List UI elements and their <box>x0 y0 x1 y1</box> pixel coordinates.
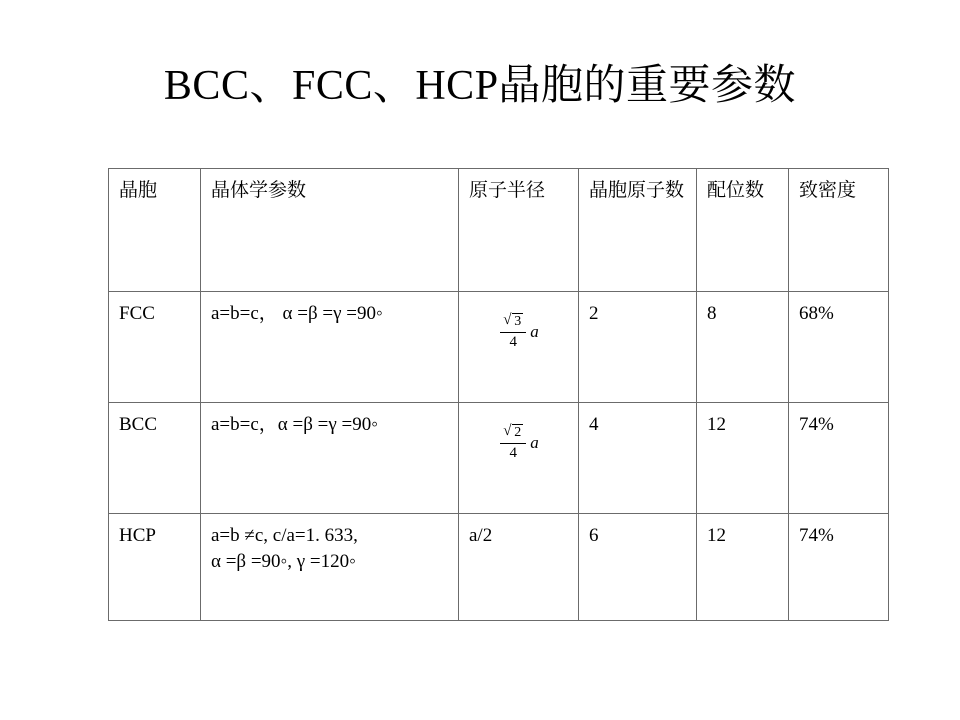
packing-density: 74% <box>789 403 889 514</box>
crystal-parameters <box>201 514 459 621</box>
crystal-parameters-line-1: a=b ≠c, c/a=1. 633, <box>211 525 358 546</box>
coordination-number: 12 <box>697 403 789 514</box>
table-header-cell: 原子半径 <box>459 169 579 292</box>
table-header-cell: 晶胞 <box>109 169 201 292</box>
parameters-table-container <box>108 168 888 621</box>
table-header-cell: 晶胞原子数 <box>579 169 697 292</box>
parameters-table <box>108 168 889 621</box>
sqrt-symbol: √ <box>503 312 512 329</box>
crystal-parameters: a=b=c， α =β =γ =90◦ <box>201 292 459 403</box>
coordination-number: 12 <box>697 514 789 621</box>
fraction-numerator <box>500 424 526 444</box>
atoms-per-cell: 6 <box>579 514 697 621</box>
table-row <box>109 403 889 514</box>
atomic-radius <box>459 292 579 403</box>
cell-type: FCC <box>109 292 201 403</box>
packing-density: 74% <box>789 514 889 621</box>
sqrt-icon <box>503 313 523 331</box>
table-header-cell: 晶体学参数 <box>201 169 459 292</box>
table-header-cell: 致密度 <box>789 169 889 292</box>
radius-variable: a <box>530 432 539 452</box>
table-row <box>109 292 889 403</box>
table-row <box>109 514 889 621</box>
fraction <box>500 313 526 350</box>
fraction-denominator: 4 <box>509 334 517 351</box>
cell-type: HCP <box>109 514 201 621</box>
page-title: BCC、FCC、HCP晶胞的重要参数 <box>163 63 797 109</box>
fraction <box>500 424 526 461</box>
crystal-parameters: a=b=c，α =β =γ =90◦ <box>201 403 459 514</box>
atomic-radius <box>459 403 579 514</box>
crystal-parameters-line-2: α =β =90◦, γ =120◦ <box>211 550 356 572</box>
atomic-radius: a/2 <box>459 514 579 621</box>
atoms-per-cell: 4 <box>579 403 697 514</box>
sqrt-symbol: √ <box>503 423 512 440</box>
radius-formula <box>469 412 570 474</box>
fraction-numerator <box>500 313 526 333</box>
packing-density: 68% <box>789 292 889 403</box>
sqrt-radicand: 3 <box>514 314 522 330</box>
radius-formula <box>469 301 570 363</box>
table-header-cell: 配位数 <box>697 169 789 292</box>
coordination-number: 8 <box>697 292 789 403</box>
atoms-per-cell: 2 <box>579 292 697 403</box>
fraction-denominator: 4 <box>509 445 517 462</box>
cell-type: BCC <box>109 403 201 514</box>
table-header-row <box>109 169 889 292</box>
sqrt-radicand: 2 <box>514 425 522 441</box>
sqrt-icon <box>503 424 523 442</box>
radius-variable: a <box>530 321 539 341</box>
